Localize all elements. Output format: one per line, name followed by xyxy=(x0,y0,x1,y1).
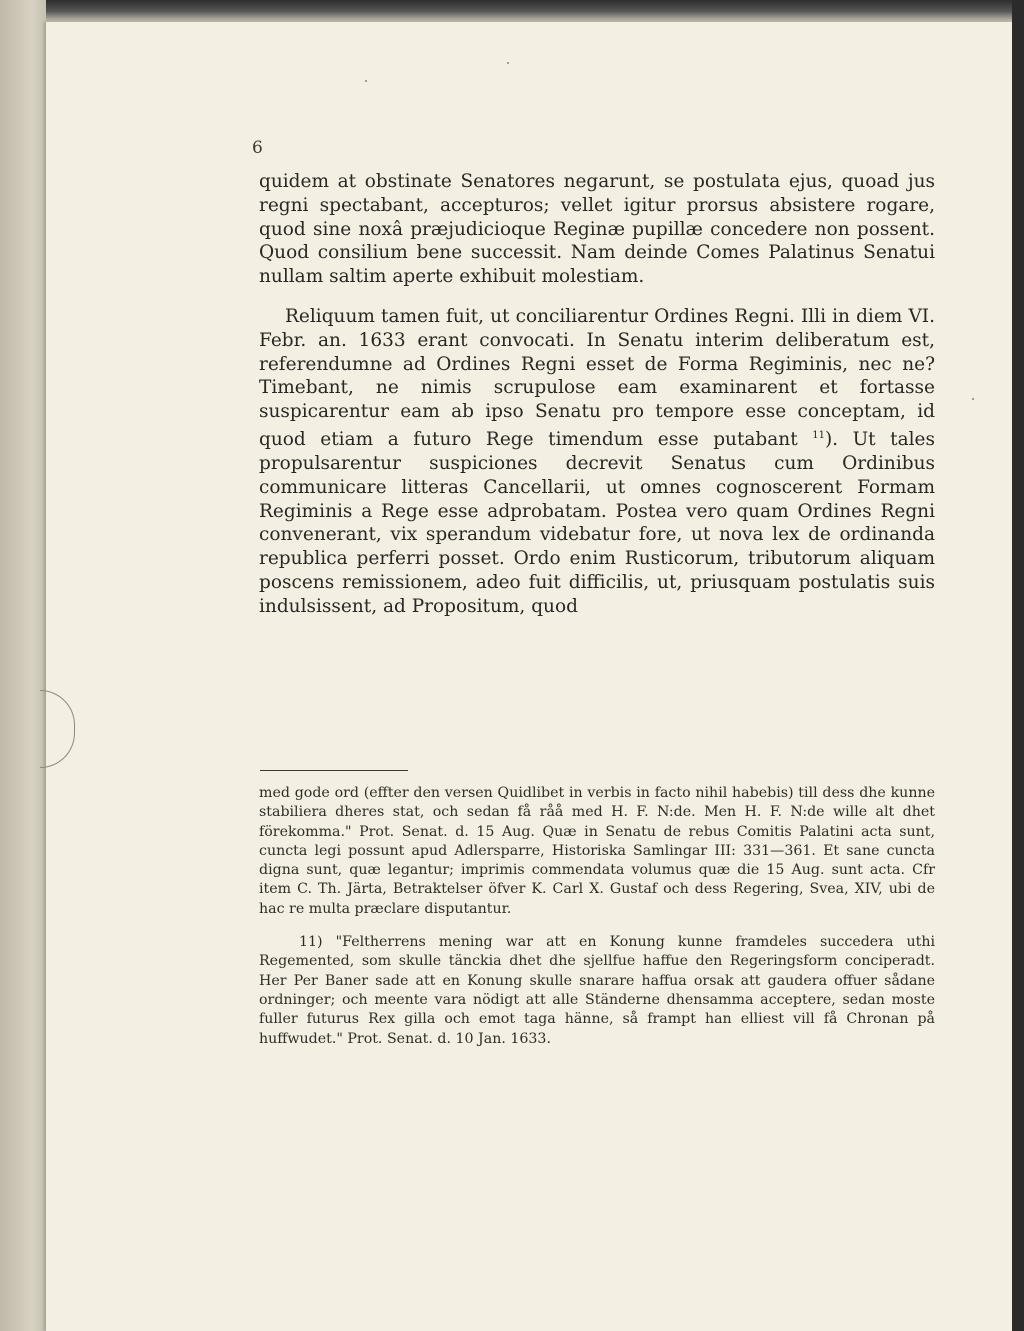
paragraph-2 xyxy=(259,305,935,619)
footnote-rule xyxy=(260,770,408,771)
scan-top-edge xyxy=(0,0,1024,22)
paragraph-2-text: Reliquum tamen fuit, ut conciliarentur Ordines Regni. Illi in diem VI. Febr. an. 1633 erant convocati. In Senatu interim deliberatum est, referendumne ad Ordines Regni esset de Forma Regiminis, nec ne? Timebant, ne nimis scrupulose eam examinarent et fortasse suspicarentur eam ab ipso Senatu pro tempore esse conceptam, id quod etiam a futuro Rege timendum esse putabant xyxy=(259,305,935,451)
body-text xyxy=(259,170,935,619)
paragraph-2-continuation: ). Ut tales propulsarentur suspiciones decrevit Senatus cum Ordinibus communicare litteras Cancellarii, ut omnes cognoscerent Formam Regiminis a Rege esse adprobatam. Postea vero quam Ordines Regni convenerant, vix sperandum videbatur fore, ut nova lex de ordinanda republica perferri posset. Ordo enim Rusticorum, tributorum aliquam poscens remissionem, adeo fuit difficilis, ut, priusquam postulatis suis indulsissent, ad Propositum, quod xyxy=(259,429,935,617)
scan-right-edge xyxy=(1012,0,1024,1331)
footnote-11 xyxy=(259,933,935,1049)
paragraph-1: quidem at obstinate Senatores negarunt, se postulata ejus, quoad jus regni spectabant, accepturos; vellet igitur prorsus absistere rogare, quod sine noxâ præjudicioque Reginæ pupillæ concedere non possent. Quod consilium bene successit. Nam deinde Comes Palatinus Senatui nullam saltim aperte exhibuit molestiam. xyxy=(259,171,935,288)
footnotes xyxy=(259,784,935,1049)
footnote-11-text: "Feltherrens mening war att en Konung kunne framdeles succedera uthi Regemented, som skulle tänckia dhet dhe sjellfue haffue den Regeringsform conciperadt. Her Per Baner sade att en Konung skulle snarare haffua orsak att gaudera offuer sådane ordninger; och meente vara nödigt att alle Ständerne dhensamma acceptere, sedan moste fuller futurus Rex gilla och emot taga hänne, så frampt han elliest vill få Chronan på huffwudet." Prot. Senat. d. 10 Jan. 1633. xyxy=(259,934,936,1047)
footnote-marker: 11) xyxy=(299,934,323,951)
footnote-reference: 11 xyxy=(812,429,825,441)
paper-speck xyxy=(507,62,509,64)
binding-edge xyxy=(0,0,46,1331)
paper-speck xyxy=(972,398,974,400)
paper-speck xyxy=(365,80,367,82)
footnote-continued: med gode ord (effter den versen Quidlibet in verbis in facto nihil habebis) till dess dhe kunne stabiliera dheres stat, och sedan få råå med H. F. N:de. Men H. F. N:de wille alt dhet förekomma." Prot. Senat. d. 15 Aug. Quæ in Senatu de rebus Comitis Palatini acta sunt, cuncta legi possunt apud Adlersparre, Historiska Samlingar III: 331—361. Et sane cuncta digna sunt, quæ legantur; imprimis commendata volumus quæ die 15 Aug. sunt acta. Cfr item C. Th. Järta, Betraktelser öfver K. Carl X. Gustaf och dess Regering, Svea, XIV, ubi de hac re multa præclare disputantur. xyxy=(259,785,935,917)
page-number: 6 xyxy=(252,138,263,158)
